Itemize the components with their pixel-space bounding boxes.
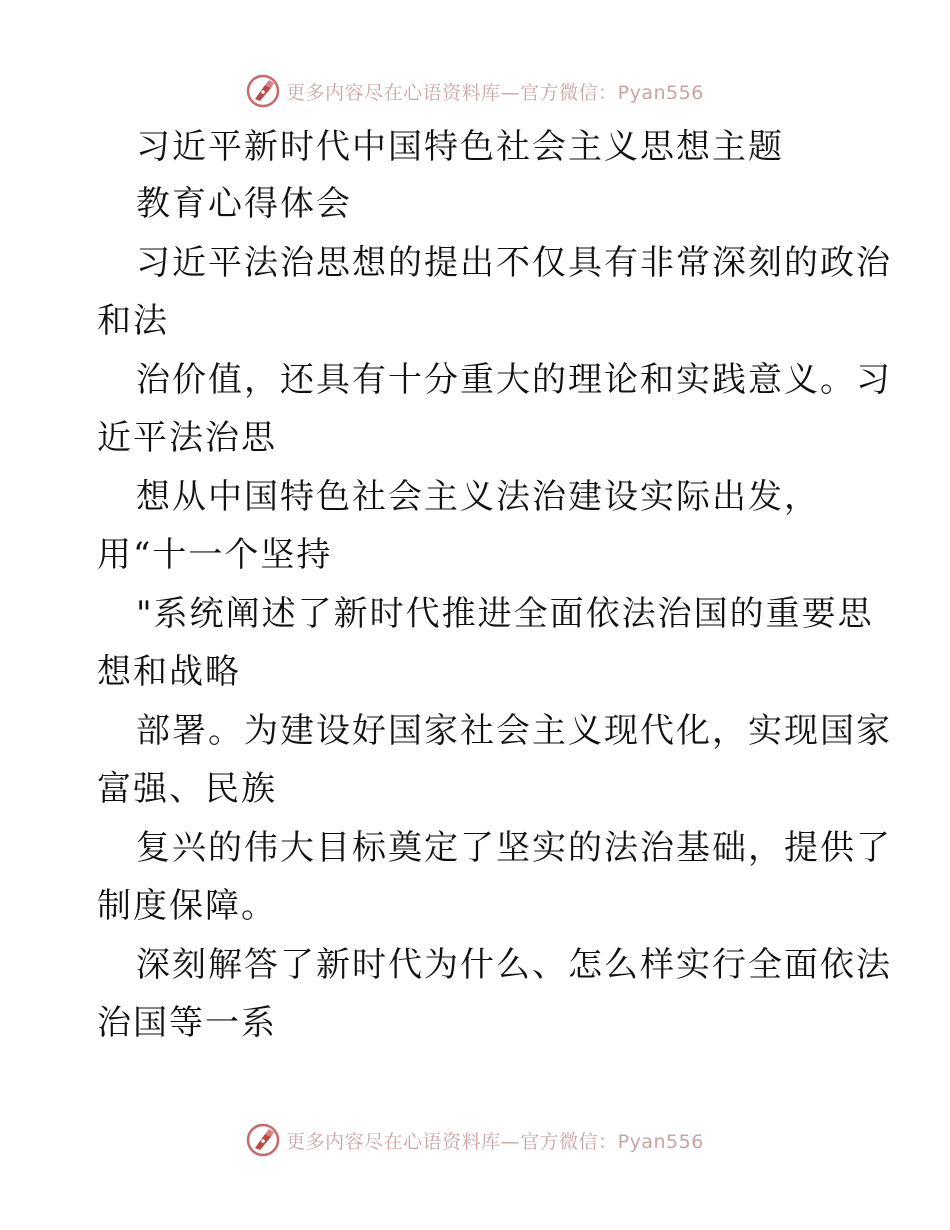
watermark-text: 更多内容尽在心语资料库—官方微信：Pyan556 (286, 1130, 704, 1153)
pen-nib-logo-icon (246, 1123, 280, 1157)
body-line: 近平法治思 (97, 418, 277, 458)
body-line: 和法 (97, 301, 169, 341)
body-line: 制度保障。 (97, 886, 277, 926)
body-line: 习近平新时代中国特色社会主义思想主题 (136, 127, 784, 167)
body-line: 习近平法治思想的提出不仅具有非常深刻的政治 (136, 243, 892, 283)
body-line: "系统阐述了新时代推进全面依法治国的重要思 (136, 594, 874, 634)
body-line: 想和战略 (97, 652, 241, 692)
header-watermark (0, 71, 950, 111)
footer-watermark (0, 1120, 950, 1160)
body-line: 用“十一个坚持 (97, 535, 333, 575)
body-line: 部署。为建设好国家社会主义现代化，实现国家 (136, 711, 892, 751)
pen-nib-logo-icon (246, 74, 280, 108)
body-line: 想从中国特色社会主义法治建设实际出发， (136, 477, 820, 517)
body-line: 治价值，还具有十分重大的理论和实践意义。习 (136, 360, 892, 400)
body-line: 深刻解答了新时代为什么、怎么样实行全面依法 (136, 945, 892, 985)
body-line: 富强、民族 (97, 769, 277, 809)
watermark-text: 更多内容尽在心语资料库—官方微信：Pyan556 (286, 81, 704, 104)
body-line: 复兴的伟大目标奠定了坚实的法治基础，提供了 (136, 828, 892, 868)
body-line: 治国等一系 (97, 1003, 277, 1043)
body-line: 教育心得体会 (136, 184, 352, 224)
